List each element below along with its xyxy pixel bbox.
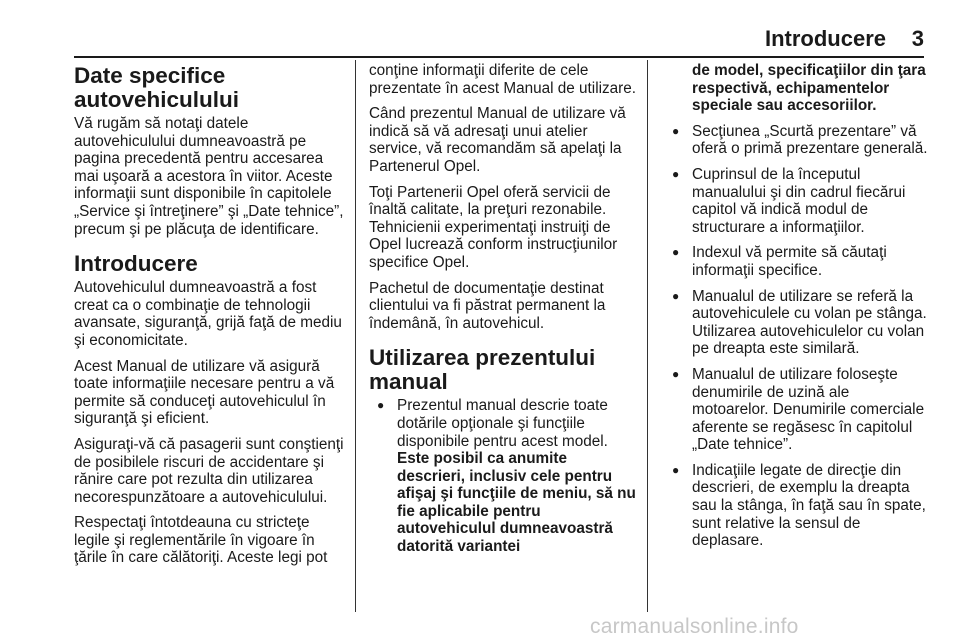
bullet-item: ● Secţiunea „Scurtă prezentare” vă oferă o primă prezentare generală. bbox=[664, 123, 928, 158]
column-divider-2 bbox=[647, 60, 648, 612]
bullet-item: ● Cuprinsul de la începutul manualului şi din cadrul fiecărui capitol vă indică modul de structurare a informaţiilor. bbox=[664, 166, 928, 236]
bullet-item: ● Manualul de utilizare foloseşte denumirile de uzină ale motoarelor. Denumirile comerciale aferente se regăsesc în capitolul „Date tehnice”. bbox=[664, 366, 928, 454]
bullet-item: ● Manualul de utilizare se referă la autovehiculele cu volan pe stânga. Utilizarea autovehiculelor cu volan pe dreapta este similară. bbox=[664, 288, 928, 358]
heading-introducere: Introducere bbox=[74, 251, 198, 277]
paragraph-col2-4: Pachetul de documentaţie destinat clientului va fi păstrat permanent la îndemână, în autovehicul. bbox=[369, 279, 606, 332]
paragraph-intro-4: Respectaţi întotdeauna cu stricteţe legile şi reglementările în vigoare în ţările în care călătoriţi. Aceste legi pot bbox=[74, 514, 328, 567]
paragraph-col2-2: Când prezentul Manual de utilizare vă indică să vă adresaţi unui atelier service, vă recomandăm să apelaţi la Partenerul Opel. bbox=[369, 105, 626, 175]
page-number: 3 bbox=[911, 26, 924, 51]
usage-bullet-list-continued bbox=[664, 62, 928, 550]
paragraph-col2-3: Toţi Partenerii Opel oferă servicii de înaltă calitate, la preţuri rezonabile. Tehnicienii experimentaţi instruiţi de Opel lucrează conform instrucţiunilor specifice Opel. bbox=[369, 183, 618, 271]
page-header-title: Introducere bbox=[764, 26, 886, 51]
bullet-text-bold: Este posibil ca anumite descrieri, inclusiv cele pentru afişaj şi funcţiile de meniu, să nu fie aplicabile pentru autovehiculul dumneavoastră datorită variantei bbox=[397, 450, 636, 556]
paragraph-intro-3: Asiguraţi-vă că pasagerii sunt conştienţi de posibilele riscuri de accidentare şi rănire care pot rezulta din utilizarea necorespunzătoare a autovehiculului. bbox=[74, 435, 344, 506]
paragraph-intro-1: Autovehiculul dumneavoastră a fost creat ca o combinaţie de tehnologii avansate, siguranţă, grijă faţă de mediu şi economicitate. bbox=[74, 279, 342, 349]
usage-bullet-list bbox=[369, 397, 637, 555]
column-1 bbox=[74, 62, 346, 575]
watermark-text: carmanualsonline.info bbox=[590, 615, 799, 638]
paragraph-date-specifice: Vă rugăm să notaţi datele autovehiculului dumneavoastră pe pagina precedentă pentru accesarea mai uşoară a acestora în viitor. Aceste informaţii sunt disponibile în capitolele „Service şi întreţinere” şi „Date tehnice”, precum şi pe plăcuţa de identificare. bbox=[74, 115, 344, 238]
bullet-item bbox=[369, 397, 637, 555]
heading-utilizarea-manual: Utilizarea prezentului manual bbox=[369, 345, 596, 395]
paragraph-col2-1: conţine informaţii diferite de cele prezentate în acest Manual de utilizare. bbox=[369, 62, 637, 97]
heading-date-specifice: Date specifice autovehiculului bbox=[74, 63, 240, 112]
column-divider-1 bbox=[355, 60, 356, 612]
column-2 bbox=[369, 62, 637, 564]
header-rule bbox=[74, 56, 924, 58]
paragraph-intro-2: Acest Manual de utilizare vă asigură toate informaţiile necesare pentru a vă permite să conduceţi autovehiculul în siguranţă şi eficient. bbox=[74, 357, 335, 428]
bullet-item: ● Indicaţiile legate de direcţie din descrieri, de exemplu la dreapta sau la stânga, în faţă sau în spate, sunt relative la sensul de deplasare. bbox=[664, 462, 928, 550]
column-3 bbox=[664, 62, 928, 558]
bullet-text: Prezentul manual descrie toate dotările opţionale şi funcţiile disponibile pentru acest model. bbox=[397, 397, 608, 450]
bullet-item: ● Indexul vă permite să căutaţi informaţii specifice. bbox=[664, 244, 928, 279]
bullet-continuation: de model, specificaţiilor din ţara respectivă, echipamentelor speciale sau accesoriilor. bbox=[692, 62, 926, 115]
